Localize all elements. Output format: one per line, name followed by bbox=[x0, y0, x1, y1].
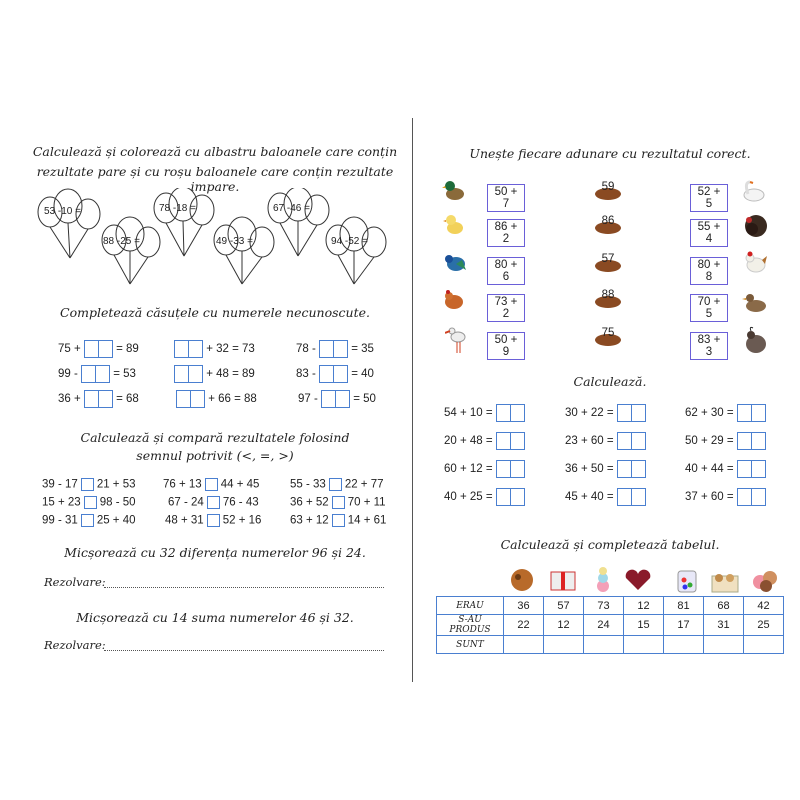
answer-box[interactable] bbox=[496, 432, 525, 450]
rezolvare-label-1: Rezolvare: bbox=[44, 575, 106, 589]
table-cell: 17 bbox=[664, 615, 704, 636]
compare-2-a: 76 + 13 bbox=[163, 478, 202, 491]
balloon-5-a: 67 bbox=[273, 203, 285, 214]
sign-box[interactable] bbox=[84, 496, 97, 509]
balloon-4-b: -33 = bbox=[229, 236, 253, 247]
table-cell: 73 bbox=[584, 597, 624, 615]
compare-2-b: 44 + 45 bbox=[220, 478, 260, 491]
table-row bbox=[437, 597, 784, 615]
left-add-5[interactable]: 50 + 9 bbox=[487, 332, 525, 360]
calc-8 bbox=[565, 460, 646, 478]
title-balloons bbox=[30, 144, 400, 194]
compare-9 bbox=[290, 514, 386, 527]
calc-11-expr: 45 + 40 = bbox=[565, 491, 614, 503]
compare-5-b: 76 - 43 bbox=[222, 496, 259, 509]
answer-line-2[interactable] bbox=[104, 649, 384, 651]
answer-box[interactable] bbox=[737, 404, 766, 422]
missing-6-a: 83 - bbox=[296, 368, 316, 380]
calc-11 bbox=[565, 488, 646, 506]
calc-3 bbox=[685, 404, 766, 422]
compare-6 bbox=[290, 496, 386, 509]
table-cell: 57 bbox=[544, 597, 584, 615]
calc-6 bbox=[685, 432, 766, 450]
calc-3-expr: 62 + 30 = bbox=[685, 407, 734, 419]
balloon-1-a: 53 bbox=[44, 206, 56, 217]
table-row bbox=[437, 636, 784, 654]
missing-2 bbox=[174, 340, 255, 358]
peacock-icon bbox=[442, 250, 466, 274]
duck-icon bbox=[442, 178, 466, 202]
title-compare-line2: semnul potrivit (<, =, >) bbox=[136, 448, 294, 463]
answer-cell[interactable] bbox=[664, 636, 704, 654]
missing-9-b: = 50 bbox=[353, 393, 376, 405]
calc-2 bbox=[565, 404, 646, 422]
calc-12-expr: 37 + 60 = bbox=[685, 491, 734, 503]
compare-7-b: 25 + 40 bbox=[96, 514, 136, 527]
missing-8 bbox=[176, 390, 257, 408]
missing-7-b: = 68 bbox=[116, 393, 139, 405]
calc-7-expr: 60 + 12 = bbox=[444, 463, 493, 475]
calc-5 bbox=[565, 432, 646, 450]
duckling-icon bbox=[442, 212, 466, 236]
answer-cell[interactable] bbox=[704, 636, 744, 654]
compare-4-b: 98 - 50 bbox=[99, 496, 136, 509]
compare-3-a: 55 - 33 bbox=[290, 478, 326, 491]
title-compare bbox=[30, 430, 400, 463]
balloon-6-b: -52 = bbox=[344, 236, 368, 247]
results-table bbox=[436, 596, 784, 654]
table-cell: 68 bbox=[704, 597, 744, 615]
answer-box[interactable] bbox=[496, 488, 525, 506]
missing-9 bbox=[298, 390, 376, 408]
answer-box[interactable] bbox=[737, 488, 766, 506]
mallard-icon bbox=[742, 290, 766, 314]
title-calc: Calculează. bbox=[573, 374, 647, 389]
compare-8 bbox=[165, 514, 261, 527]
calc-9 bbox=[685, 460, 766, 478]
sign-box[interactable] bbox=[81, 478, 94, 491]
missing-4-a: 99 - bbox=[58, 368, 78, 380]
compare-3 bbox=[290, 478, 384, 491]
sign-box[interactable] bbox=[329, 478, 342, 491]
missing-8-a: + 66 = 88 bbox=[208, 393, 257, 405]
right-add-4[interactable]: 70 + 5 bbox=[690, 294, 728, 322]
table-cell: 31 bbox=[704, 615, 744, 636]
table-cell: 25 bbox=[744, 615, 784, 636]
calc-10-expr: 40 + 25 = bbox=[444, 491, 493, 503]
answer-box[interactable] bbox=[319, 365, 348, 383]
left-add-2[interactable]: 86 + 2 bbox=[487, 219, 525, 247]
missing-3-a: 78 - bbox=[296, 343, 316, 355]
calc-2-expr: 30 + 22 = bbox=[565, 407, 614, 419]
title-compare-line1: Calculează și compară rezultatele folosind bbox=[80, 430, 350, 445]
cookies-icon bbox=[511, 569, 533, 591]
compare-4-a: 15 + 23 bbox=[42, 496, 81, 509]
compare-8-a: 48 + 31 bbox=[165, 514, 204, 527]
calc-9-expr: 40 + 44 = bbox=[685, 463, 734, 475]
nest-number-1[interactable]: 59 bbox=[601, 181, 615, 193]
nest-number-5[interactable]: 75 bbox=[601, 327, 615, 339]
calc-1-expr: 54 + 10 = bbox=[444, 407, 493, 419]
sign-box[interactable] bbox=[207, 496, 220, 509]
compare-7-a: 99 - 31 bbox=[42, 514, 78, 527]
sign-box[interactable] bbox=[332, 514, 345, 527]
missing-1 bbox=[58, 340, 139, 358]
macarons-icon bbox=[597, 567, 609, 592]
missing-4 bbox=[58, 365, 136, 383]
answer-cell[interactable] bbox=[584, 636, 624, 654]
gift-box-icon bbox=[551, 572, 575, 590]
heart-chocolates-icon bbox=[626, 570, 651, 590]
balloon-2-a: 88 bbox=[103, 236, 115, 247]
missing-3 bbox=[296, 340, 374, 358]
compare-6-a: 36 + 52 bbox=[290, 496, 329, 509]
title-problem-1: Micșorează cu 32 diferența numerelor 96 și 24. bbox=[64, 545, 366, 560]
balloon-1 bbox=[44, 206, 81, 217]
compare-6-b: 70 + 11 bbox=[347, 496, 386, 509]
answer-line-1[interactable] bbox=[104, 586, 384, 588]
table-cell: 81 bbox=[664, 597, 704, 615]
compare-5 bbox=[168, 496, 259, 509]
sign-box[interactable] bbox=[81, 514, 94, 527]
answer-box[interactable] bbox=[176, 390, 205, 408]
calc-1 bbox=[444, 404, 525, 422]
calc-6-expr: 50 + 29 = bbox=[685, 435, 734, 447]
sign-box[interactable] bbox=[205, 478, 218, 491]
row-label: ERAU bbox=[437, 597, 504, 615]
table-cell: 22 bbox=[504, 615, 544, 636]
title-problem-2: Micșorează cu 14 suma numerelor 46 și 32. bbox=[76, 610, 354, 625]
compare-9-b: 14 + 61 bbox=[347, 514, 387, 527]
table-cell: 36 bbox=[504, 597, 544, 615]
cookie-box-icon bbox=[712, 574, 738, 592]
sweets-icons bbox=[506, 566, 786, 594]
nest-number-3[interactable]: 57 bbox=[601, 253, 615, 265]
answer-cell[interactable] bbox=[504, 636, 544, 654]
compare-9-a: 63 + 12 bbox=[290, 514, 329, 527]
missing-2-a: + 32 = 73 bbox=[206, 343, 255, 355]
right-add-2[interactable]: 55 + 4 bbox=[690, 219, 728, 247]
balloon-3 bbox=[159, 203, 196, 214]
page-divider bbox=[412, 118, 413, 682]
nest-number-4[interactable]: 88 bbox=[601, 289, 615, 301]
rezolvare-label-2: Rezolvare: bbox=[44, 638, 106, 652]
row-label: S-AU PRODUS bbox=[437, 615, 504, 636]
answer-box[interactable] bbox=[319, 340, 348, 358]
table-cell: 12 bbox=[544, 615, 584, 636]
table-cell: 12 bbox=[624, 597, 664, 615]
balloon-2 bbox=[103, 236, 140, 247]
balloon-4 bbox=[216, 236, 253, 247]
balloon-5 bbox=[273, 203, 310, 214]
stork-icon bbox=[445, 326, 469, 350]
compare-3-b: 22 + 77 bbox=[344, 478, 384, 491]
compare-1-b: 21 + 53 bbox=[96, 478, 136, 491]
missing-6-b: = 40 bbox=[351, 368, 374, 380]
nest-number-2[interactable]: 86 bbox=[601, 215, 615, 227]
answer-box[interactable] bbox=[81, 365, 110, 383]
missing-9-a: 97 - bbox=[298, 393, 318, 405]
row-label: SUNT bbox=[437, 636, 504, 654]
table-cell: 42 bbox=[744, 597, 784, 615]
calc-10 bbox=[444, 488, 525, 506]
balloon-3-b: -18 = bbox=[172, 203, 196, 214]
donuts-icon bbox=[753, 571, 777, 592]
left-add-1[interactable]: 50 + 7 bbox=[487, 184, 525, 212]
compare-1-a: 39 - 17 bbox=[42, 478, 78, 491]
balloon-4-a: 49 bbox=[216, 236, 228, 247]
missing-7 bbox=[58, 390, 139, 408]
balloon-3-a: 78 bbox=[159, 203, 171, 214]
compare-5-a: 67 - 24 bbox=[168, 496, 204, 509]
answer-box[interactable] bbox=[617, 404, 646, 422]
hen-icon bbox=[442, 288, 466, 312]
answer-box[interactable] bbox=[617, 460, 646, 478]
missing-3-b: = 35 bbox=[351, 343, 374, 355]
calc-8-expr: 36 + 50 = bbox=[565, 463, 614, 475]
calc-4 bbox=[444, 432, 525, 450]
answer-box[interactable] bbox=[617, 488, 646, 506]
quail-icon bbox=[742, 326, 766, 350]
right-add-3[interactable]: 80 + 8 bbox=[690, 257, 728, 285]
calc-7 bbox=[444, 460, 525, 478]
compare-8-b: 52 + 16 bbox=[222, 514, 262, 527]
calc-4-expr: 20 + 48 = bbox=[444, 435, 493, 447]
title-balloons-line2: rezultate pare și cu roșu baloanele care conțin rezultate impare. bbox=[36, 164, 394, 194]
missing-1-b: = 89 bbox=[116, 343, 139, 355]
compare-2 bbox=[163, 478, 259, 491]
compare-4 bbox=[42, 496, 136, 509]
candy-jar-icon bbox=[678, 571, 696, 592]
answer-box[interactable] bbox=[174, 365, 203, 383]
sign-box[interactable] bbox=[207, 514, 220, 527]
answer-box[interactable] bbox=[174, 340, 203, 358]
left-add-3[interactable]: 80 + 6 bbox=[487, 257, 525, 285]
answer-box[interactable] bbox=[321, 390, 350, 408]
sign-box[interactable] bbox=[332, 496, 345, 509]
title-table: Calculează și completează tabelul. bbox=[500, 537, 720, 552]
answer-box[interactable] bbox=[84, 340, 113, 358]
rooster-icon bbox=[742, 250, 766, 274]
balloon-6 bbox=[331, 236, 368, 247]
answer-box[interactable] bbox=[496, 460, 525, 478]
right-add-1[interactable]: 52 + 5 bbox=[690, 184, 728, 212]
missing-5 bbox=[174, 365, 255, 383]
missing-6 bbox=[296, 365, 374, 383]
right-add-5[interactable]: 83 + 3 bbox=[690, 332, 728, 360]
balloon-6-a: 94 bbox=[331, 236, 343, 247]
answer-cell[interactable] bbox=[624, 636, 664, 654]
nests bbox=[590, 180, 630, 350]
calc-5-expr: 23 + 60 = bbox=[565, 435, 614, 447]
balloon-5-b: -46 = bbox=[286, 203, 310, 214]
balloon-1-b: -10 = bbox=[57, 206, 81, 217]
answer-box[interactable] bbox=[84, 390, 113, 408]
left-add-4[interactable]: 73 + 2 bbox=[487, 294, 525, 322]
answer-box[interactable] bbox=[737, 460, 766, 478]
answer-box[interactable] bbox=[617, 432, 646, 450]
answer-cell[interactable] bbox=[544, 636, 584, 654]
missing-7-a: 36 + bbox=[58, 393, 81, 405]
table-cell: 15 bbox=[624, 615, 664, 636]
missing-4-b: = 53 bbox=[113, 368, 136, 380]
answer-box[interactable] bbox=[737, 432, 766, 450]
swan-icon bbox=[740, 178, 764, 202]
title-missing: Completează căsuțele cu numerele necunoscute. bbox=[60, 305, 370, 320]
table-cell: 24 bbox=[584, 615, 624, 636]
compare-7 bbox=[42, 514, 136, 527]
compare-1 bbox=[42, 478, 136, 491]
table-row bbox=[437, 615, 784, 636]
answer-box[interactable] bbox=[496, 404, 525, 422]
calc-12 bbox=[685, 488, 766, 506]
missing-5-a: + 48 = 89 bbox=[206, 368, 255, 380]
missing-1-a: 75 + bbox=[58, 343, 81, 355]
answer-cell[interactable] bbox=[744, 636, 784, 654]
turkey-icon bbox=[742, 212, 766, 236]
title-match: Unește fiecare adunare cu rezultatul corect. bbox=[469, 146, 751, 161]
balloon-2-b: -25 = bbox=[116, 236, 140, 247]
title-balloons-line1: Calculează și colorează cu albastru baloanele care conțin bbox=[32, 144, 398, 159]
